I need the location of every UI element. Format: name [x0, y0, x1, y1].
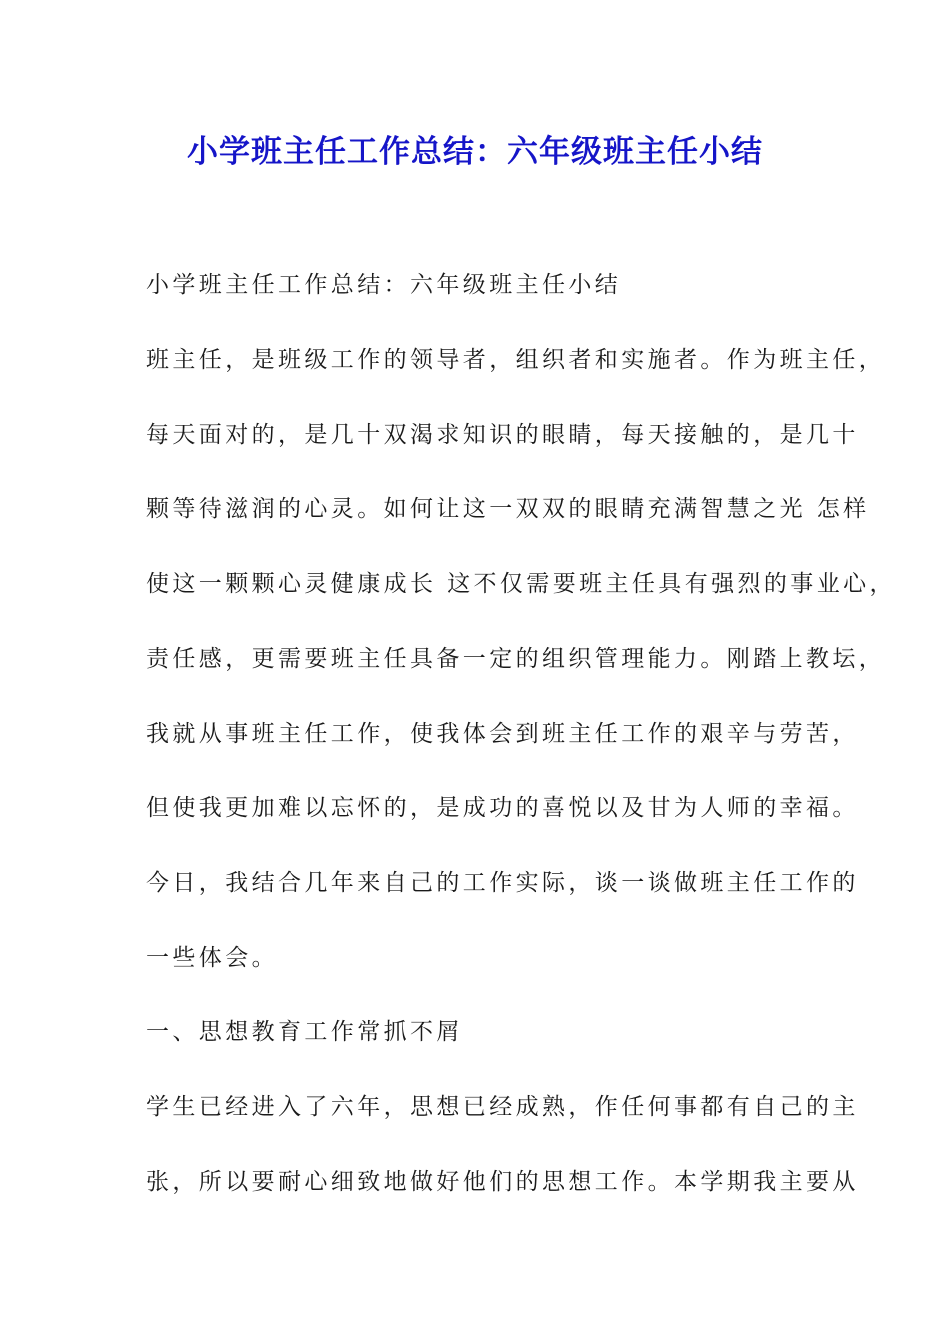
document-title: 小学班主任工作总结：六年级班主任小结	[187, 134, 763, 170]
body-line: 颗等待滋润的心灵。如何让这一双双的眼睛充满智慧之光 怎样	[146, 496, 870, 522]
body-line: 今日，我结合几年来自己的工作实际，谈一谈做班主任工作的	[146, 870, 859, 896]
body-line: 责任感，更需要班主任具备一定的组织管理能力。刚踏上教坛，	[146, 646, 886, 672]
body-line: 我就从事班主任工作，使我体会到班主任工作的艰辛与劳苦，	[146, 721, 859, 747]
body-line: 但使我更加难以忘怀的，是成功的喜悦以及甘为人师的幸福。	[146, 795, 859, 821]
subtitle-line: 小学班主任工作总结：六年级班主任小结	[146, 272, 622, 298]
section-heading: 一、思想教育工作常抓不屑	[146, 1019, 463, 1045]
body-line: 班主任，是班级工作的领导者，组织者和实施者。作为班主任，	[146, 347, 886, 373]
body-line: 每天面对的，是几十双渴求知识的眼睛，每天接触的，是几十	[146, 422, 859, 448]
body-line: 一些体会。	[146, 945, 278, 971]
body-line: 使这一颗颗心灵健康成长 这不仅需要班主任具有强烈的事业心，	[146, 571, 896, 597]
body-line: 学生已经进入了六年，思想已经成熟，作任何事都有自己的主	[146, 1094, 859, 1120]
body-line: 张，所以要耐心细致地做好他们的思想工作。本学期我主要从	[146, 1169, 859, 1195]
